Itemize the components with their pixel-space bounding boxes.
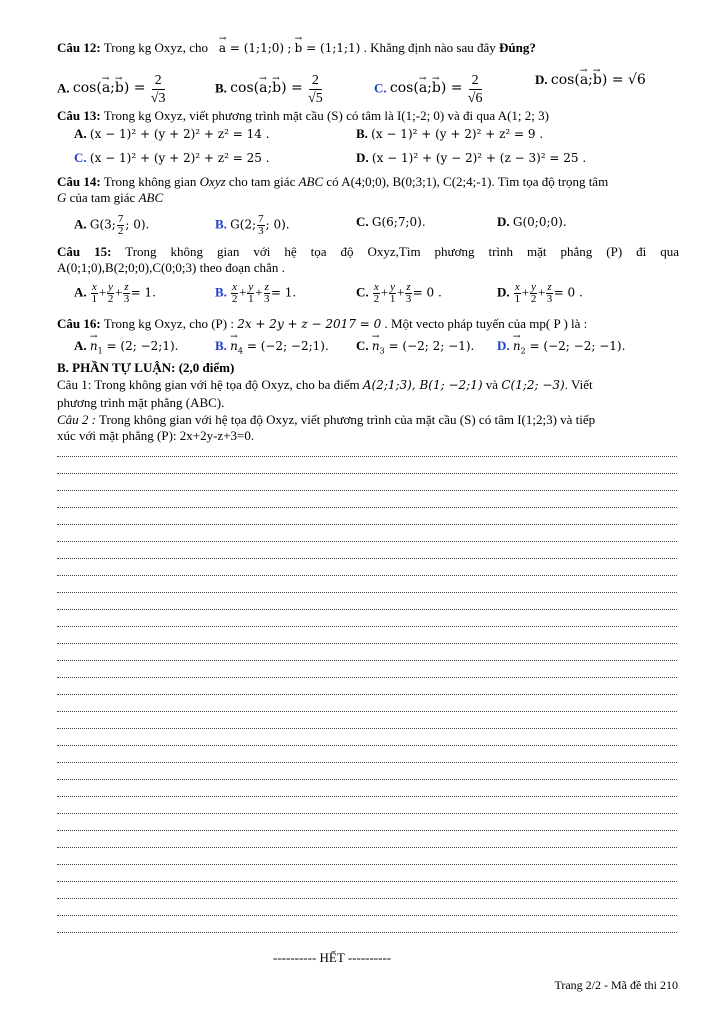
q14-option-b[interactable]: B. G(2; $\frac{7}{3}$ ; 0). bbox=[215, 213, 290, 237]
answer-line bbox=[57, 830, 677, 831]
q14-option-d[interactable]: D. G(0;0;0). bbox=[497, 214, 567, 229]
part-b-c2-line1: Câu 2 : Trong không gian với hệ tọa độ Oxyz, viết phương trình của mặt cầu (S) có tâm I(1;2;3) và tiếp bbox=[57, 412, 596, 427]
answer-line bbox=[57, 677, 677, 678]
q12-vec-a: → a = (1;1;0) bbox=[211, 41, 284, 55]
answer-line bbox=[57, 881, 677, 882]
q15-option-d[interactable]: D. $\frac{x}{1}$ + $\frac{y}{2}$ + $\frac{z}{3}$ = 0 . bbox=[497, 281, 583, 305]
q13-option-d[interactable]: D. (x − 1)² + (y − 2)² + (z − 3)² = 25 . bbox=[356, 150, 587, 165]
q13-option-a[interactable]: A. (x − 1)² + (y + 2)² + z² = 14 . bbox=[74, 126, 270, 141]
option-letter: A. bbox=[57, 80, 70, 96]
answer-line bbox=[57, 864, 677, 865]
q16-option-d[interactable]: D. → $n_2 = (-2$; −2; −1). bbox=[497, 338, 625, 359]
answer-line bbox=[57, 643, 677, 644]
answer-line bbox=[57, 796, 677, 797]
q15-option-c[interactable]: C. $\frac{x}{2}$ + $\frac{y}{1}$ + $\frac{z}{3}$ = 0 . bbox=[356, 281, 442, 305]
answer-line bbox=[57, 932, 677, 933]
answer-line bbox=[57, 660, 677, 661]
page-footer: Trang 2/2 - Mã đề thi 210 bbox=[554, 978, 678, 992]
answer-line bbox=[57, 541, 677, 542]
part-b-c1-line1: Câu 1: Trong không gian với hệ tọa độ Oxyz, cho ba điểm A(2;1;3), B(1; −2;1) và C(1;2; −3). Viết bbox=[57, 377, 593, 392]
answer-line bbox=[57, 898, 677, 899]
q12-sep: ; bbox=[287, 41, 292, 55]
q15-stem-line1: Câu 15: Trong không gian với hệ tọa độ Oxyz,Tìm phương trình mặt phẳng (P) đi qua bbox=[57, 244, 680, 259]
q13-option-b[interactable]: B. (x − 1)² + (y + 2)² + z² = 9 . bbox=[356, 126, 544, 141]
answer-line bbox=[57, 728, 677, 729]
answer-line bbox=[57, 507, 677, 508]
answer-line bbox=[57, 456, 677, 457]
q12-option-b[interactable]: B. cos(→ a;→ b) = $\frac{2}{√5}$ bbox=[215, 72, 325, 107]
answer-line bbox=[57, 575, 677, 576]
part-b-c1-line2: phương trình mặt phẳng (ABC). bbox=[57, 395, 225, 410]
answer-line bbox=[57, 592, 677, 593]
q14-option-a[interactable]: A. G(3; $\frac{7}{2}$ ; 0). bbox=[74, 213, 150, 237]
q13-option-c[interactable]: C. (x − 1)² + (y + 2)² + z² = 25 . bbox=[74, 150, 270, 165]
q12-tail-bold: Đúng? bbox=[499, 40, 536, 55]
q16-option-c[interactable]: C. → $n_3 = (-2$; 2; −1). bbox=[356, 338, 474, 359]
q13-text: Trong kg Oxyz, viết phương trình mặt cầu (S) có tâm là I(1;-2; 0) và đi qua A(1; 2; 3) bbox=[103, 108, 549, 123]
answer-line bbox=[57, 745, 677, 746]
q16-stem: Câu 16: Trong kg Oxyz, cho (P) : 2x + 2y + z − 2017 = 0 . Một vecto pháp tuyến của mp( P ) là : bbox=[57, 316, 588, 331]
q12-option-d[interactable]: D. cos(→ a;→ b) = √6 bbox=[535, 72, 646, 88]
q16-option-a[interactable]: A. → $n_1 = (2$; −2;1). bbox=[74, 338, 178, 359]
q12-option-a[interactable]: A. cos(→ a;→ b) = $\frac{2}{√3}$ bbox=[57, 72, 167, 107]
answer-line bbox=[57, 915, 677, 916]
answer-line bbox=[57, 626, 677, 627]
part-b-c2-line2: xúc với mặt phẳng (P): 2x+2y-z+3=0. bbox=[57, 428, 255, 443]
answer-line bbox=[57, 694, 677, 695]
end-marker: ---------- HẾT ---------- bbox=[273, 950, 392, 965]
q16-option-b[interactable]: B. → $n_4 = (-2$; −2;1). bbox=[215, 338, 329, 359]
q12-option-c[interactable]: C. cos(→ a;→ b) = $\frac{2}{√6}$ bbox=[374, 72, 484, 107]
q12-stem bbox=[57, 40, 536, 56]
q12-vec-b: → b = (1;1;1) bbox=[295, 41, 361, 55]
q14-stem-line2: G của tam giác ABC bbox=[57, 190, 164, 205]
option-letter: B. bbox=[215, 80, 227, 96]
q15-option-b[interactable]: B. $\frac{x}{2}$ + $\frac{y}{1}$ + $\frac{z}{3}$ = 1. bbox=[215, 281, 297, 305]
option-letter: D. bbox=[535, 72, 548, 87]
answer-line bbox=[57, 473, 677, 474]
answer-line bbox=[57, 762, 677, 763]
q13-label: Câu 13: bbox=[57, 108, 101, 123]
answer-line bbox=[57, 779, 677, 780]
answer-line bbox=[57, 711, 677, 712]
q12-label: Câu 12: bbox=[57, 40, 101, 55]
q15-stem-line2: A(0;1;0),B(2;0;0),C(0;0;3) theo đoạn chắn . bbox=[57, 260, 285, 275]
answer-line bbox=[57, 609, 677, 610]
q15-option-a[interactable]: A. $\frac{x}{1}$ + $\frac{y}{2}$ + $\frac{z}{3}$ = 1. bbox=[74, 281, 156, 305]
q14-stem-line1: Câu 14: Trong không gian Oxyz cho tam giác ABC có A(4;0;0), B(0;3;1), C(2;4;-1). Tìm tọa độ trọng tâm bbox=[57, 174, 609, 189]
answer-line bbox=[57, 847, 677, 848]
option-letter: C. bbox=[374, 80, 387, 96]
answer-line bbox=[57, 558, 677, 559]
part-b-heading: B. PHẦN TỰ LUẬN: (2,0 điểm) bbox=[57, 360, 235, 375]
answer-line bbox=[57, 813, 677, 814]
q12-tail: . Khẳng định nào sau đây bbox=[363, 40, 496, 55]
answer-line bbox=[57, 524, 677, 525]
q13-stem bbox=[57, 108, 549, 124]
q12-text: Trong kg Oxyz, cho bbox=[103, 40, 208, 55]
q14-option-c[interactable]: C. G(6;7;0). bbox=[356, 214, 426, 229]
answer-line bbox=[57, 490, 677, 491]
